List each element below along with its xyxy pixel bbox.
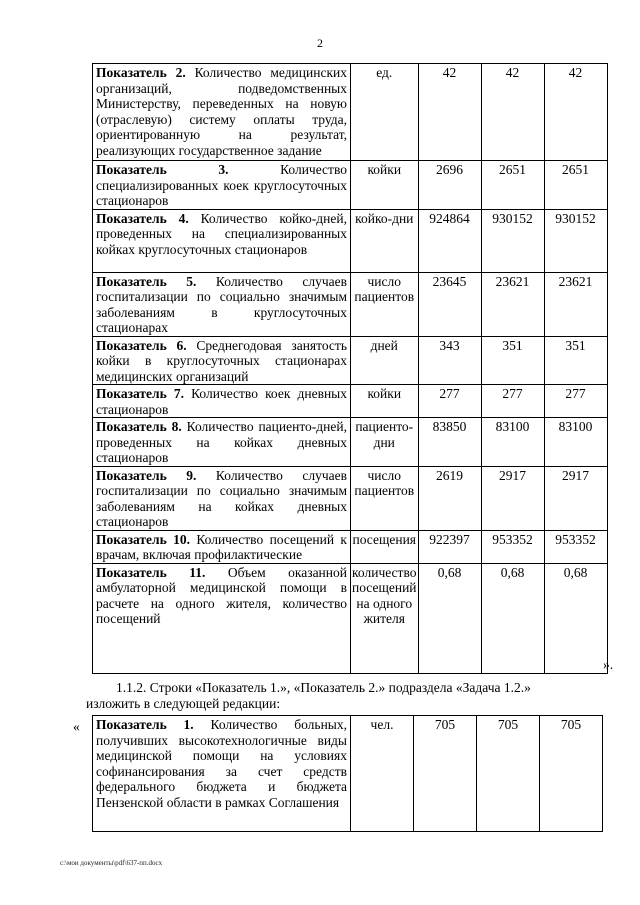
indicator-label: Показатель 3.: [96, 162, 229, 177]
paragraph-line-1: 1.1.2. Строки «Показатель 1.», «Показатель 2.» подраздела «Задача 1.2.»: [116, 680, 531, 695]
indicator-label: Показатель 6.: [96, 337, 187, 353]
indicator-label: Показатель 8.: [96, 419, 182, 434]
indicator-cell: [93, 563, 351, 673]
value-cell-3: 930152: [544, 209, 607, 272]
indicator-label: Показатель 7.: [96, 386, 184, 401]
value-cell-3: 0,68: [544, 563, 607, 673]
value-cell-3: 42: [544, 64, 607, 161]
indicator-cell: [93, 209, 351, 272]
page-number: 2: [317, 36, 323, 50]
table-row: [93, 336, 608, 385]
value-cell-2: 2651: [481, 161, 544, 210]
file-path-footer: c:\мои документы\pdf\637-пп.docx: [60, 859, 163, 867]
unit-cell: койки: [351, 385, 419, 418]
value-cell-2: 705: [477, 716, 540, 832]
value-cell-1: 23645: [418, 272, 481, 336]
table-row: [93, 466, 608, 530]
indicator-text: Количество медицинских организаций, подведомственных Министерству, переведенных на новую (отраслевую) систему оплаты труда, ориентированную на результат, реализующих государственное задание: [96, 65, 347, 158]
value-cell-2: 83100: [481, 418, 544, 467]
value-cell-3: 351: [544, 336, 607, 385]
value-cell-2: 23621: [481, 272, 544, 336]
indicator-label: Показатель 5.: [96, 273, 197, 289]
indicator-cell: [93, 716, 351, 832]
indicator-text: Количество пациенто-дней, проведенных на койках дневных стационаров: [96, 419, 347, 465]
table-row: [93, 385, 608, 418]
value-cell-3: 953352: [544, 530, 607, 563]
unit-cell: число пациентов: [351, 466, 419, 530]
indicator-text: Количество случаев госпитализации по социально значимым заболеваниям на койках дневных стационаров: [96, 467, 347, 529]
value-cell-2: 953352: [481, 530, 544, 563]
indicator-text: Количество больных, получивших высокотехнологичные виды медицинской помощи на условиях софинансирования за счет средств федерального бюджета и бюджета Пензенской области в рамках Соглашения: [96, 717, 347, 810]
indicator-text: Объем оказанной амбулаторной медицинской помощи в расчете на одного жителя, количество посещений: [96, 564, 347, 626]
opening-quote: «: [73, 719, 80, 734]
table-row: [93, 563, 608, 673]
value-cell-3: 83100: [544, 418, 607, 467]
table-row: [93, 209, 608, 272]
indicator-cell: [93, 64, 351, 161]
indicator-cell: [93, 385, 351, 418]
closing-quote: ».: [603, 657, 614, 672]
unit-cell: дней: [351, 336, 419, 385]
indicator-cell: [93, 466, 351, 530]
indicator-text: Среднегодовая занятость койки в круглосуточных стационарах медицинских организаций: [96, 337, 347, 384]
value-cell-1: 705: [414, 716, 477, 832]
unit-cell: количество посещений на одного жителя: [351, 563, 419, 673]
replacement-table: [92, 715, 603, 832]
indicator-label: Показатель 2.: [96, 65, 186, 80]
indicator-cell: [93, 336, 351, 385]
indicator-label: Показатель 10.: [96, 531, 190, 547]
indicator-label: Показатель 11.: [96, 564, 206, 580]
table-row: [93, 161, 608, 210]
table-row: [93, 530, 608, 563]
value-cell-1: 343: [418, 336, 481, 385]
value-cell-2: 2917: [481, 466, 544, 530]
table-row: [93, 272, 608, 336]
value-cell-2: 351: [481, 336, 544, 385]
value-cell-2: 277: [481, 385, 544, 418]
indicator-text: Количество коек дневных стационаров: [96, 386, 347, 417]
indicator-label: Показатель 9.: [96, 467, 197, 483]
table-row: [93, 418, 608, 467]
value-cell-3: 705: [540, 716, 603, 832]
indicator-text: Количество случаев госпитализации по социально значимым заболеваниям в круглосуточных стационарах: [96, 273, 347, 335]
value-cell-1: 922397: [418, 530, 481, 563]
indicator-text: Количество койко-дней, проведенных на специализированных койках круглосуточных стационаров: [96, 210, 347, 257]
value-cell-1: 2696: [418, 161, 481, 210]
value-cell-3: 2651: [544, 161, 607, 210]
value-cell-2: 930152: [481, 209, 544, 272]
indicator-label: Показатель 4.: [96, 210, 189, 226]
value-cell-1: 2619: [418, 466, 481, 530]
value-cell-3: 23621: [544, 272, 607, 336]
indicator-cell: [93, 161, 351, 210]
unit-cell: койко-дни: [351, 209, 419, 272]
unit-cell: пациенто-дни: [351, 418, 419, 467]
value-cell-3: 2917: [544, 466, 607, 530]
value-cell-1: 0,68: [418, 563, 481, 673]
unit-cell: число пациентов: [351, 272, 419, 336]
table-row: [93, 64, 608, 161]
value-cell-1: 83850: [418, 418, 481, 467]
value-cell-1: 42: [418, 64, 481, 161]
paragraph-line-2: изложить в следующей редакции:: [86, 696, 281, 711]
unit-cell: ед.: [351, 64, 419, 161]
value-cell-2: 0,68: [481, 563, 544, 673]
value-cell-1: 277: [418, 385, 481, 418]
indicator-cell: [93, 272, 351, 336]
unit-cell: чел.: [351, 716, 414, 832]
indicators-table: [92, 63, 608, 674]
value-cell-1: 924864: [418, 209, 481, 272]
indicator-label: Показатель 1.: [96, 717, 194, 732]
value-cell-3: 277: [544, 385, 607, 418]
unit-cell: койки: [351, 161, 419, 210]
amendment-paragraph: [86, 680, 606, 712]
value-cell-2: 42: [481, 64, 544, 161]
indicator-text: Количество посещений к врачам, включая профилактические: [96, 531, 347, 562]
indicator-cell: [93, 418, 351, 467]
unit-cell: посещения: [351, 530, 419, 563]
indicator-text: Количество специализированных коек круглосуточных стационаров: [96, 162, 347, 208]
table-row: [93, 716, 603, 832]
indicator-cell: [93, 530, 351, 563]
